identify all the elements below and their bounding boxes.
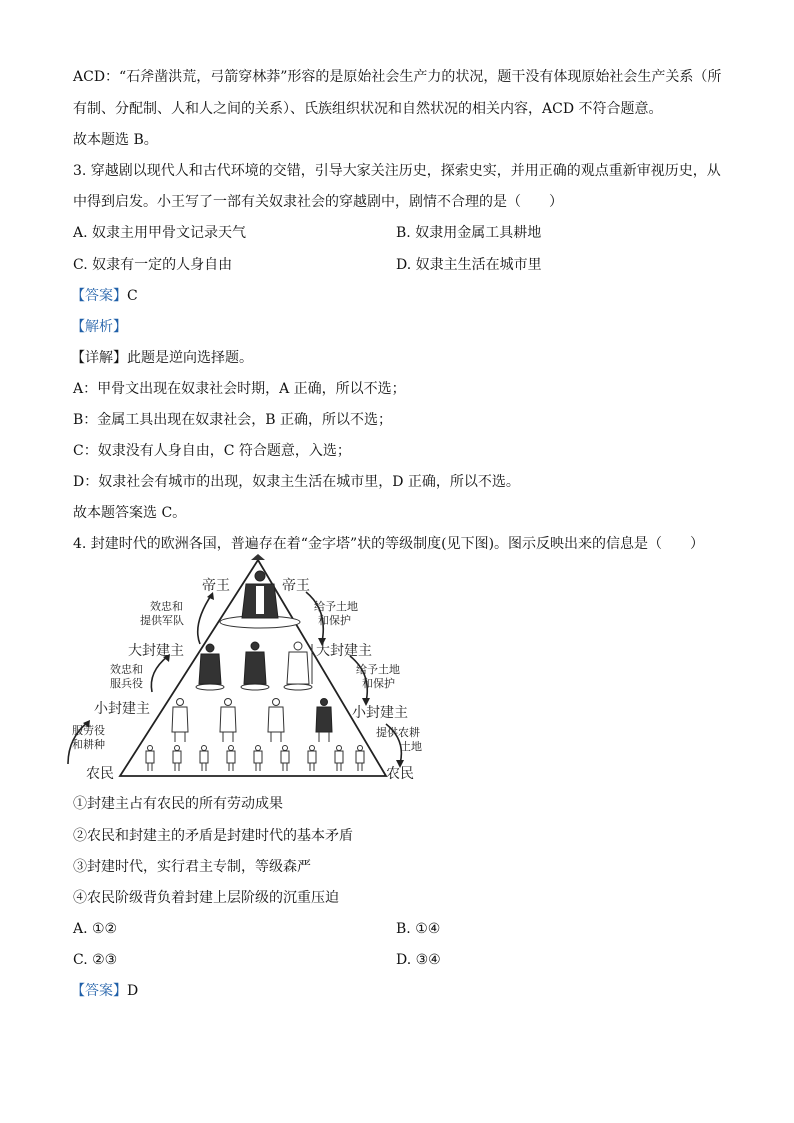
detail-tag: 【详解】	[71, 350, 127, 366]
q3-detail-line-c: C：奴隶没有人身自由，C 符合题意，入选；	[73, 443, 351, 459]
answer-value: D	[127, 983, 139, 999]
answer-tag: 【答案】	[71, 288, 127, 304]
q4-stem: 4. 封建时代的欧洲各国，普遍存在着“金字塔”状的等级制度(见下图)。图示反映出来的信息是（ ）	[73, 536, 705, 552]
q4-option-d: D. ③④	[396, 952, 441, 968]
q4-option-b: B. ①④	[396, 921, 441, 937]
q4-statement-3: ③封建时代，实行君主专制，等级森严	[73, 859, 311, 875]
q3-option-a: A. 奴隶主用甲骨文记录天气	[73, 225, 247, 241]
note-mid-left-2: 服兵役	[110, 677, 143, 690]
note-mid-right-2: 和保护	[362, 677, 395, 690]
q3-detail-line-b: B：金属工具出现在奴隶社会，B 正确，所以不选；	[73, 412, 393, 428]
q2-conclusion: 故本题选 B。	[73, 132, 158, 148]
q3-option-c: C. 奴隶有一定的人身自由	[73, 257, 233, 273]
q3-stem-line1: 3. 穿越剧以现代人和古代环境的交错，引导大家关注历史，探索史实，并用正确的观点重新审视历史，从	[73, 163, 721, 179]
label-great-lord-left: 大封建主	[128, 643, 184, 659]
q3-analysis-tag: 【解析】	[71, 319, 127, 335]
label-small-lord-left: 小封建主	[94, 701, 150, 717]
detail-text: 此题是逆向选择题。	[127, 350, 253, 366]
note-bottom-left-1: 服劳役	[72, 724, 105, 737]
label-peasant-left: 农民	[86, 766, 114, 782]
label-small-lord-right: 小封建主	[352, 705, 408, 721]
label-emperor-right: 帝王	[282, 578, 310, 594]
note-top-right-2: 和保护	[318, 614, 351, 627]
great-lord-figure-icon	[284, 642, 312, 690]
q2-explanation-line1: ACD：“石斧凿洪荒，弓箭穿林莽”形容的是原始社会生产力的状况，题干没有体现原始社会生产关系（所	[73, 69, 722, 85]
crown-icon	[251, 554, 265, 560]
q3-option-b: B. 奴隶用金属工具耕地	[396, 225, 542, 241]
q3-conclusion: 故本题答案选 C。	[73, 505, 187, 521]
q4-option-c: C. ②③	[73, 952, 118, 968]
q3-detail-line-a: A：甲骨文出现在奴隶社会时期，A 正确，所以不选；	[73, 381, 406, 397]
q4-answer	[71, 981, 138, 1001]
label-emperor-left: 帝王	[202, 578, 230, 594]
note-top-right-1: 给予土地	[314, 600, 358, 613]
q2-explanation-line2: 有制、分配制、人和人之间的关系）、氏族组织状况和自然状况的相关内容，ACD 不符合题意。	[73, 101, 663, 117]
answer-tag: 【答案】	[71, 983, 127, 999]
note-bottom-right-2: 土地	[400, 740, 422, 753]
note-top-left-1: 效忠和	[150, 600, 183, 613]
note-top-left-2: 提供军队	[140, 614, 184, 627]
q4-statement-2: ②农民和封建主的矛盾是封建时代的基本矛盾	[73, 828, 353, 844]
small-lord-figure-icon	[316, 699, 332, 743]
small-lord-figure-icon	[172, 699, 188, 743]
q4-option-a: A. ①②	[73, 921, 118, 937]
great-lord-figure-icon	[241, 642, 269, 690]
answer-value: C	[127, 288, 138, 304]
note-mid-right-1: 给予土地	[356, 663, 400, 676]
note-mid-left-1: 效忠和	[110, 663, 143, 676]
note-bottom-right-1: 提供农耕	[376, 726, 420, 739]
q4-statement-1: ①封建主占有农民的所有劳动成果	[73, 796, 283, 812]
q3-stem-line2: 中得到启发。小王写了一部有关奴隶社会的穿越剧中，剧情不合理的是（ ）	[73, 194, 563, 210]
peasant-row-icon	[146, 746, 364, 772]
q3-detail	[71, 348, 253, 368]
label-peasant-right: 农民	[386, 766, 414, 782]
arrow-up-icon	[151, 656, 168, 692]
q4-statement-4: ④农民阶级背负着封建上层阶级的沉重压迫	[73, 890, 339, 906]
q3-answer	[71, 286, 138, 306]
feudal-pyramid-figure	[60, 552, 430, 790]
q3-detail-line-d: D：奴隶社会有城市的出现，奴隶主生活在城市里，D 正确，所以不选。	[73, 474, 520, 490]
q3-option-d: D. 奴隶主生活在城市里	[396, 257, 542, 273]
note-bottom-left-2: 和耕种	[72, 738, 105, 751]
small-lord-figure-icon	[220, 699, 236, 743]
small-lord-figure-icon	[268, 699, 284, 743]
label-great-lord-right: 大封建主	[316, 643, 372, 659]
